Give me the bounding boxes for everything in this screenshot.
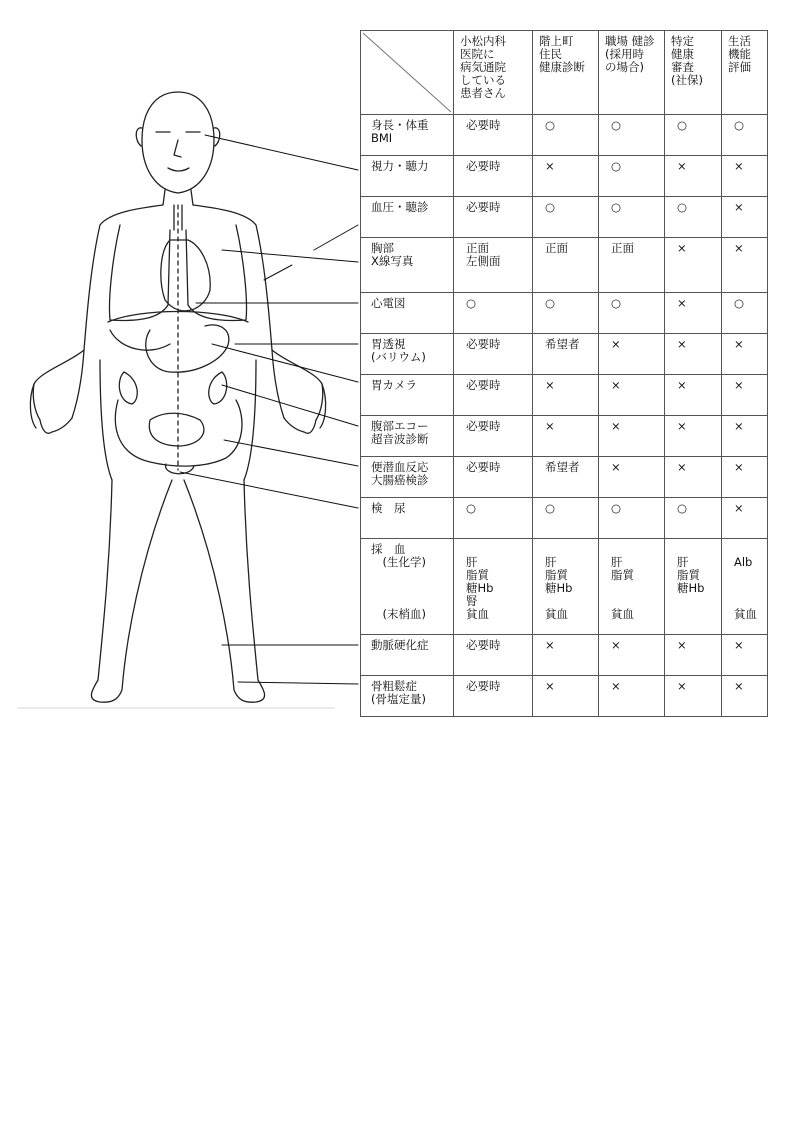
leader-lines (180, 135, 358, 684)
table-row (361, 238, 768, 293)
table-cell: ○ (533, 498, 599, 539)
table-cell: × (722, 457, 768, 498)
leader-occult (224, 440, 358, 466)
table-cell: × (599, 334, 665, 375)
leader-urine (180, 472, 358, 508)
table-cell: 必要時 (454, 676, 533, 717)
column-header: 特定 健康 審査 (社保) (665, 31, 722, 115)
row-label: 心電図 (361, 293, 454, 334)
liver (110, 330, 170, 350)
table-cell: × (665, 416, 722, 457)
table-cell: ○ (722, 293, 768, 334)
column-header: 生活 機能 評価 (722, 31, 768, 115)
table-cell: 必要時 (454, 457, 533, 498)
table-cell: ○ (599, 156, 665, 197)
table-cell: 肝 脂質 貧血 (599, 539, 665, 635)
table-row (361, 293, 768, 334)
table-cell: × (599, 635, 665, 676)
table-cell: × (665, 238, 722, 293)
row-label: 動脈硬化症 (361, 635, 454, 676)
row-label: 検 尿 (361, 498, 454, 539)
table-row (361, 635, 768, 676)
exam-comparison-table (360, 30, 768, 717)
table-cell: × (722, 197, 768, 238)
table-row (361, 416, 768, 457)
table-cell: ○ (454, 498, 533, 539)
table-cell: ○ (599, 115, 665, 156)
left-leg (91, 480, 172, 702)
table-cell: × (533, 676, 599, 717)
table-cell: ○ (665, 115, 722, 156)
row-label: 骨粗鬆症 (骨塩定量) (361, 676, 454, 717)
table-row (361, 115, 768, 156)
mouth (168, 168, 189, 171)
table-cell: Alb 貧血 (722, 539, 768, 635)
table-cell: 必要時 (454, 416, 533, 457)
leader-bp (264, 265, 292, 280)
table-cell: 希望者 (533, 334, 599, 375)
right-arm (272, 350, 323, 432)
table-cell: × (533, 375, 599, 416)
leader-bone (238, 682, 358, 684)
row-label: 便潜血反応 大腸癌検診 (361, 457, 454, 498)
table-cell: ○ (533, 293, 599, 334)
table-cell: ○ (722, 115, 768, 156)
column-header: 小松内科 医院に 病気通院 している 患者さん (454, 31, 533, 115)
table-row (361, 334, 768, 375)
table-cell: × (722, 334, 768, 375)
table-cell: ○ (665, 197, 722, 238)
table-cell: × (665, 457, 722, 498)
row-label: 腹部エコー 超音波診断 (361, 416, 454, 457)
table-cell: ○ (454, 293, 533, 334)
table-row (361, 156, 768, 197)
table-row (361, 498, 768, 539)
row-label: 胃透視 (バリウム) (361, 334, 454, 375)
column-header: 階上町 住民 健康診断 (533, 31, 599, 115)
table-row (361, 457, 768, 498)
table-cell: × (533, 635, 599, 676)
row-label: 胃カメラ (361, 375, 454, 416)
column-header: 職場 健診 (採用時 の場合) (599, 31, 665, 115)
table-row (361, 676, 768, 717)
colon (115, 400, 242, 466)
table-cell: 必要時 (454, 635, 533, 676)
table-row (361, 375, 768, 416)
table-cell: × (722, 416, 768, 457)
table-cell: ○ (599, 293, 665, 334)
table-row (361, 539, 768, 635)
table-cell: 肝 脂質 糖Hb 腎 貧血 (454, 539, 533, 635)
neck-outline (163, 190, 193, 205)
small-intestine (149, 413, 204, 446)
table-cell: ○ (599, 498, 665, 539)
leader-bmi (205, 135, 358, 170)
table-cell: 正面 左側面 (454, 238, 533, 293)
table-cell: × (665, 635, 722, 676)
corner-cell (361, 31, 454, 115)
table-cell: 希望者 (533, 457, 599, 498)
table-cell: 肝 脂質 糖Hb (665, 539, 722, 635)
row-label: 血圧・聴診 (361, 197, 454, 238)
table-cell: 必要時 (454, 197, 533, 238)
table-cell: 必要時 (454, 375, 533, 416)
table-cell: × (665, 293, 722, 334)
table-cell: × (722, 635, 768, 676)
header-row (361, 31, 768, 115)
table-cell: × (665, 375, 722, 416)
table-cell: × (665, 156, 722, 197)
row-label: 採 血 (生化学) (末梢血) (361, 539, 454, 635)
table-cell: 必要時 (454, 115, 533, 156)
table-cell: 必要時 (454, 156, 533, 197)
table-cell: × (722, 238, 768, 293)
kidneys (119, 372, 226, 404)
table-cell: × (722, 375, 768, 416)
table-cell: × (722, 156, 768, 197)
leader-vision (314, 225, 358, 250)
leader-gastroscope (212, 344, 358, 382)
table-cell: ○ (533, 115, 599, 156)
table-cell: ○ (599, 197, 665, 238)
table-cell: × (722, 676, 768, 717)
right-leg (184, 480, 265, 702)
nose (174, 140, 181, 157)
table-cell: × (599, 416, 665, 457)
table-cell: × (533, 416, 599, 457)
table-cell: 肝 脂質 糖Hb 貧血 (533, 539, 599, 635)
left-ear (136, 128, 142, 146)
table-cell: × (599, 676, 665, 717)
table-cell: × (722, 498, 768, 539)
row-label: 視力・聴力 (361, 156, 454, 197)
table-cell: × (665, 676, 722, 717)
table-cell: 正面 (599, 238, 665, 293)
left-arm (33, 350, 84, 432)
table-cell: × (599, 457, 665, 498)
table-cell: 必要時 (454, 334, 533, 375)
table-cell: 正面 (533, 238, 599, 293)
table-cell: × (665, 334, 722, 375)
table-cell: × (533, 156, 599, 197)
table-cell: ○ (665, 498, 722, 539)
table-cell: ○ (533, 197, 599, 238)
row-label: 胸部 X線写真 (361, 238, 454, 293)
table-cell: × (599, 375, 665, 416)
table-row (361, 197, 768, 238)
row-label: 身長・体重 BMI (361, 115, 454, 156)
